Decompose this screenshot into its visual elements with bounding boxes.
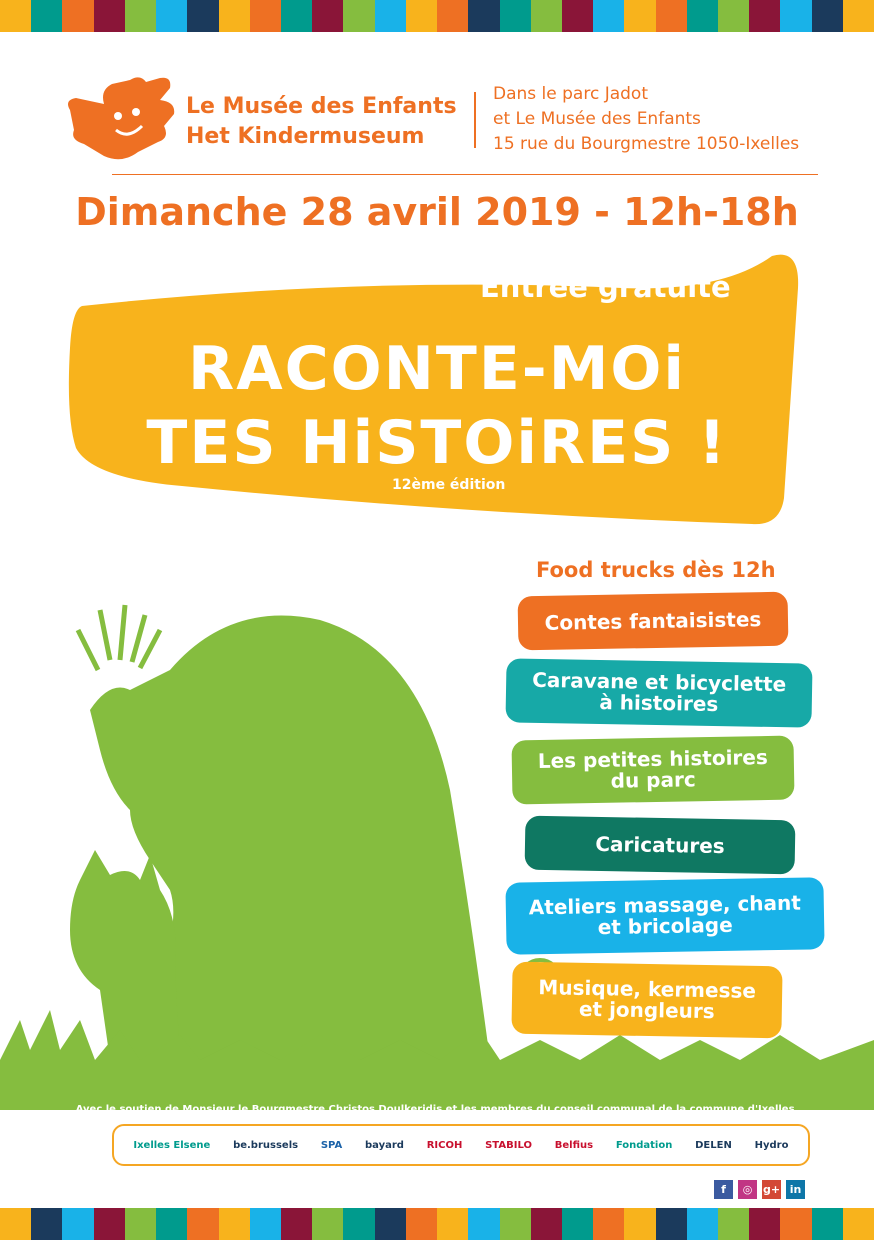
sponsor-logo: Belfius bbox=[554, 1139, 594, 1151]
stripe-segment bbox=[187, 1208, 218, 1240]
title-line-1: RACONTE-MOi bbox=[188, 334, 686, 404]
stripe-segment bbox=[437, 1208, 468, 1240]
sponsor-logo: RICOH bbox=[426, 1139, 463, 1151]
stripe-segment bbox=[656, 0, 687, 32]
address-line-3: 15 rue du Bourgmestre 1050-Ixelles bbox=[493, 134, 800, 154]
header-divider bbox=[474, 92, 476, 148]
brand-line-1: Le Musée des Enfants bbox=[186, 94, 457, 119]
stripe-segment bbox=[843, 1208, 874, 1240]
address-line-1: Dans le parc Jadot bbox=[493, 84, 648, 104]
activity-label: Ateliers massage, chant et bricolage bbox=[528, 890, 802, 940]
address-line-2: et Le Musée des Enfants bbox=[493, 109, 701, 129]
instagram-icon[interactable]: ◎ bbox=[738, 1180, 757, 1199]
stripe-segment bbox=[375, 1208, 406, 1240]
activity-label: Musique, kermesse et jongleurs bbox=[538, 975, 757, 1024]
free-entry-label: Entrée gratuite bbox=[480, 270, 731, 304]
top-color-stripe bbox=[0, 0, 874, 32]
sponsor-logo: Ixelles Elsene bbox=[133, 1139, 211, 1151]
edition-label: 12ème édition bbox=[392, 477, 506, 493]
stripe-segment bbox=[31, 0, 62, 32]
sponsor-logo: Fondation bbox=[615, 1139, 673, 1151]
bottom-color-stripe bbox=[0, 1208, 874, 1240]
stripe-segment bbox=[0, 0, 31, 32]
stripe-segment bbox=[500, 0, 531, 32]
stripe-segment bbox=[187, 0, 218, 32]
stripe-segment bbox=[125, 1208, 156, 1240]
stripe-segment bbox=[219, 1208, 250, 1240]
stripe-segment bbox=[718, 1208, 749, 1240]
stripe-segment bbox=[656, 1208, 687, 1240]
stripe-segment bbox=[156, 0, 187, 32]
stripe-segment bbox=[312, 0, 343, 32]
sponsor-logo-bar bbox=[112, 1124, 810, 1166]
stripe-segment bbox=[624, 0, 655, 32]
stripe-segment bbox=[406, 0, 437, 32]
stripe-segment bbox=[312, 1208, 343, 1240]
stripe-segment bbox=[250, 1208, 281, 1240]
stripe-segment bbox=[562, 1208, 593, 1240]
stripe-segment bbox=[94, 1208, 125, 1240]
stripe-segment bbox=[749, 1208, 780, 1240]
activity-label: Caravane et bicyclette à histoires bbox=[532, 667, 787, 717]
activity-caricatures bbox=[525, 816, 796, 875]
sponsor-logo: bayard bbox=[364, 1139, 404, 1151]
stripe-segment bbox=[531, 0, 562, 32]
stripe-segment bbox=[62, 0, 93, 32]
stripe-segment bbox=[593, 1208, 624, 1240]
stripe-segment bbox=[562, 0, 593, 32]
website-link[interactable]: www.museedesenfants.be - www.kindermuseum.be bbox=[113, 1176, 698, 1200]
stripe-segment bbox=[375, 0, 406, 32]
address-block bbox=[493, 82, 799, 157]
hand-logo-icon bbox=[60, 70, 180, 170]
activity-label: Les petites histoires du parc bbox=[537, 744, 768, 793]
stripe-segment bbox=[468, 0, 499, 32]
activity-label: Contes fantaisistes bbox=[544, 606, 762, 635]
activity-petites-histoires bbox=[511, 736, 794, 805]
activity-ateliers bbox=[505, 877, 824, 955]
activity-contes bbox=[518, 592, 789, 651]
stripe-segment bbox=[780, 0, 811, 32]
stripe-segment bbox=[281, 0, 312, 32]
support-text: Avec le soutien de Monsieur le Bourgmestre Christos Doulkeridis et les membres du conseil communal de la commune d'Ixelles. bbox=[75, 1104, 799, 1115]
stripe-segment bbox=[500, 1208, 531, 1240]
google-plus-icon[interactable]: g+ bbox=[762, 1180, 781, 1199]
stripe-segment bbox=[343, 0, 374, 32]
stripe-segment bbox=[62, 1208, 93, 1240]
sponsor-logo: STABILO bbox=[485, 1139, 532, 1151]
event-date: Dimanche 28 avril 2019 - 12h-18h bbox=[75, 190, 799, 234]
stripe-segment bbox=[125, 0, 156, 32]
stripe-segment bbox=[843, 0, 874, 32]
stripe-segment bbox=[468, 1208, 499, 1240]
stripe-segment bbox=[749, 0, 780, 32]
stripe-segment bbox=[437, 0, 468, 32]
stripe-segment bbox=[250, 0, 281, 32]
activity-caravane bbox=[505, 658, 812, 727]
stripe-segment bbox=[687, 1208, 718, 1240]
stripe-segment bbox=[219, 0, 250, 32]
stripe-segment bbox=[0, 1208, 31, 1240]
brand-line-2: Het Kindermuseum bbox=[186, 124, 425, 149]
stripe-segment bbox=[687, 0, 718, 32]
museum-name bbox=[186, 92, 457, 152]
stripe-segment bbox=[343, 1208, 374, 1240]
stripe-segment bbox=[31, 1208, 62, 1240]
linkedin-icon[interactable]: in bbox=[786, 1180, 805, 1199]
sponsor-logo: be.brussels bbox=[233, 1139, 299, 1151]
social-icons bbox=[714, 1180, 805, 1199]
stripe-segment bbox=[531, 1208, 562, 1240]
stripe-segment bbox=[624, 1208, 655, 1240]
stripe-segment bbox=[718, 0, 749, 32]
food-trucks-label: Food trucks dès 12h bbox=[536, 558, 776, 582]
stripe-segment bbox=[812, 0, 843, 32]
event-title bbox=[0, 332, 874, 480]
stripe-segment bbox=[406, 1208, 437, 1240]
activity-label: Caricatures bbox=[595, 831, 725, 858]
stripe-segment bbox=[780, 1208, 811, 1240]
stripe-segment bbox=[812, 1208, 843, 1240]
stripe-segment bbox=[593, 0, 624, 32]
header-rule bbox=[112, 174, 818, 175]
facebook-icon[interactable]: f bbox=[714, 1180, 733, 1199]
sponsor-logo: Hydro bbox=[754, 1139, 789, 1151]
title-line-2: TES HiSTOiRES ! bbox=[146, 408, 728, 478]
activity-musique bbox=[511, 962, 782, 1039]
stripe-segment bbox=[281, 1208, 312, 1240]
stripe-segment bbox=[94, 0, 125, 32]
sponsor-logo: DELEN bbox=[695, 1139, 732, 1151]
sponsor-logo: SPA bbox=[320, 1139, 343, 1151]
stripe-segment bbox=[156, 1208, 187, 1240]
